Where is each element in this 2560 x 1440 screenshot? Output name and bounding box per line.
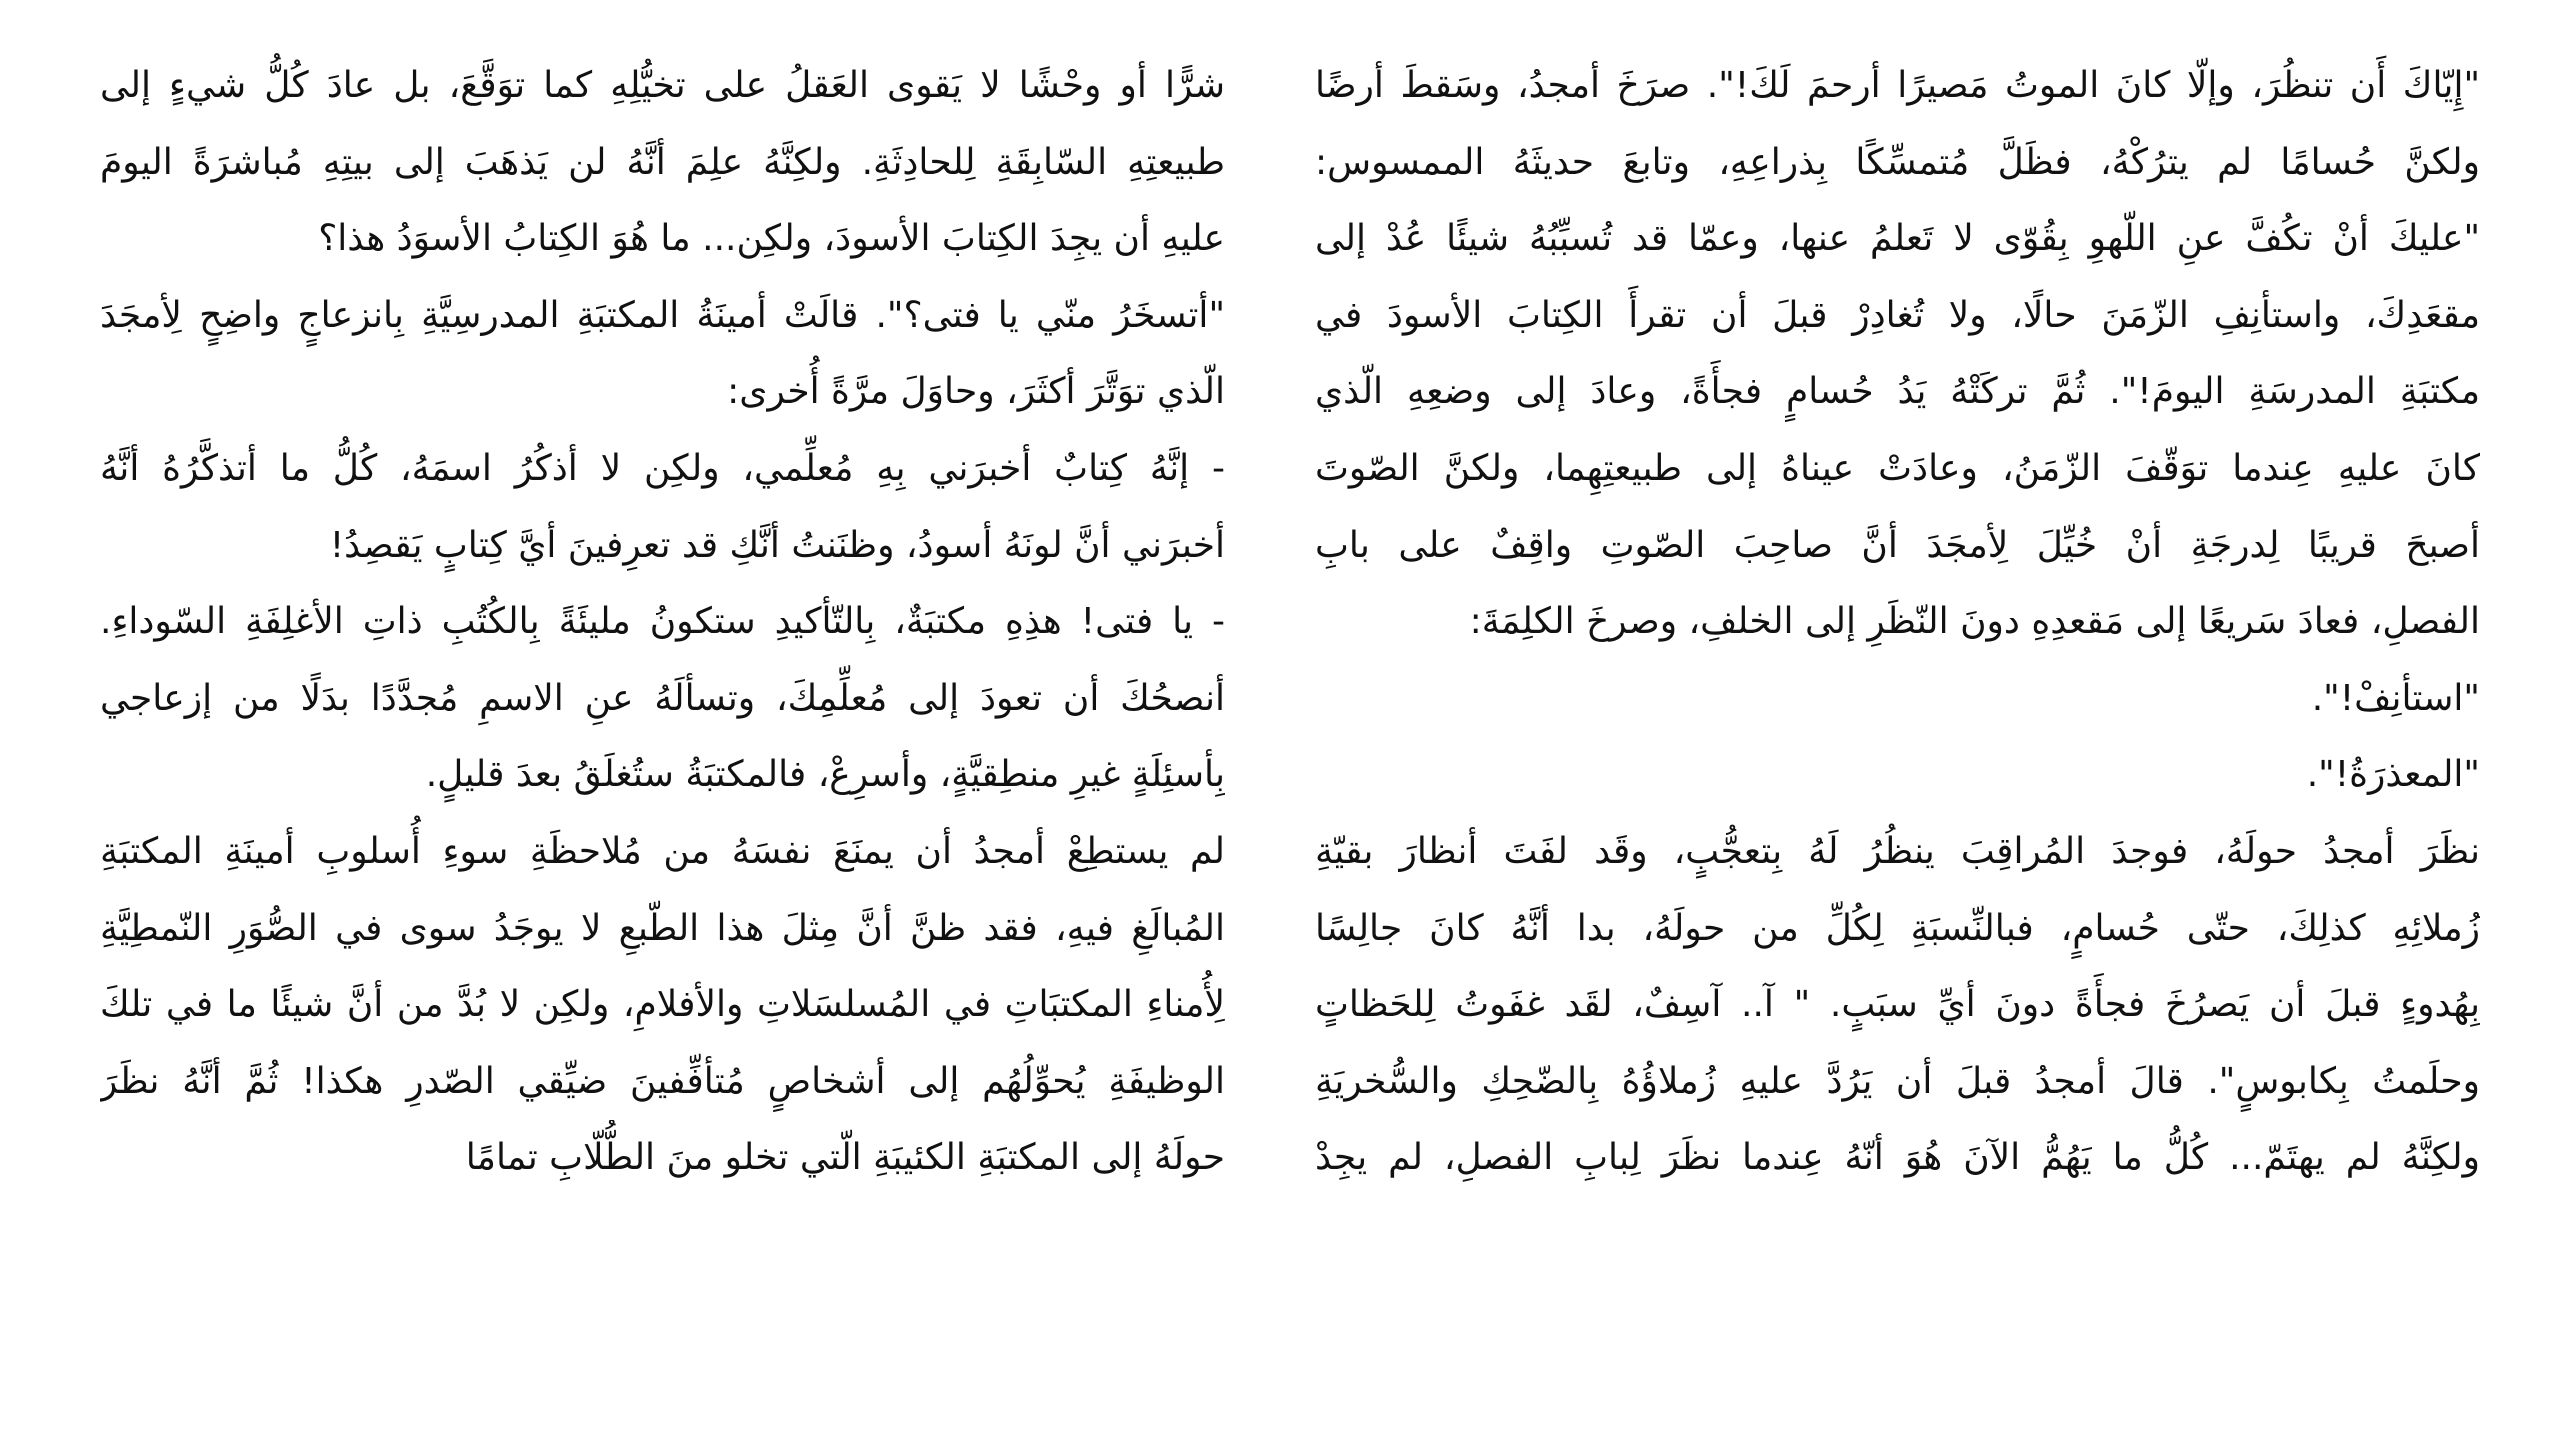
text-line: أصبحَ قريبًا لِدرجَةِ أنْ خُيِّلَ لِأمجَدَ أنَّ صاحِبَ الصّوتِ واقِفٌ على بابِ (1315, 524, 2480, 566)
text-line: أخبرَني أنَّ لونَهُ أسودُ، وظنَنتُ أنَّكِ قد تعرِفينَ أيَّ كِتابٍ يَقصِدُ! (329, 524, 1225, 566)
text-line: كانَ عليهِ عِندما توَقّفَ الزّمَنُ، وعادَتْ عيناهُ إلى طبيعتِهِما، ولكنَّ الصّوتَ (1315, 447, 2480, 489)
text-line: الّذي توَتَّرَ أكثَرَ، وحاوَلَ مرَّةً أُخرى: (727, 371, 1225, 413)
text-line: لم يستطِعْ أمجدُ أن يمنَعَ نفسَهُ من مُلاحظَةِ سوءِ أُسلوبِ أمينَةِ المكتبَةِ (100, 830, 1225, 872)
right-page-column (1270, 48, 2480, 1440)
text-line: - إنَّهُ كِتابٌ أخبرَني بِهِ مُعلِّمي، ولكِن لا أذكُرُ اسمَهُ، كُلُّ ما أتذكَّرُهُ أنَّهُ (100, 447, 1225, 489)
text-line: شرًّا أو وحْشًا لا يَقوى العَقلُ على تخيُّلِهِ كما توَقَّعَ، بل عادَ كُلُّ شيءٍ إلى (100, 65, 1225, 106)
text-line: "عليكَ أنْ تكُفَّ عنِ اللّهوِ بِقُوّى لا تَعلمُ عنها، وعمّا قد تُسبِّبُهُ شيئًا عُدْ إلى (1315, 218, 2480, 260)
text-line: "أتسخَرُ منّي يا فتى؟". قالَتْ أمينَةُ المكتبَةِ المدرسِيَّةِ بِانزعاجٍ واضِحٍ لِأمجَدَ (100, 294, 1225, 336)
text-line: طبيعتِهِ السّابِقَةِ لِلحادِثَةِ. ولكِنَّهُ علِمَ أنَّهُ لن يَذهَبَ إلى بيتِهِ مُباشرَةً اليومَ (100, 141, 1225, 183)
text-line: وحلَمتُ بِكابوسٍ". قالَ أمجدُ قبلَ أن يَرُدَّ عليهِ زُملاؤُهُ بِالضّحِكِ والسُّخريَةِ (1315, 1060, 2480, 1102)
text-line: نظَرَ أمجدُ حولَهُ، فوجدَ المُراقِبَ ينظُرُ لَهُ بِتعجُّبٍ، وقَد لفَتَ أنظارَ بقيّةِ (1315, 830, 2480, 872)
text-line: زُملائِهِ كذلِكَ، حتّى حُسامٍ، فبالنِّسبَةِ لِكُلِّ من حولَهُ، بدا أنَّهُ كانَ جالِسًا (1315, 907, 2480, 949)
text-line: بِأسئِلَةٍ غيرِ منطِقيَّةٍ، وأسرِعْ، فالمكتبَةُ ستُغلَقُ بعدَ قليلٍ. (425, 754, 1225, 796)
text-line: "استأنِفْ!". (2311, 677, 2480, 719)
text-line: عليهِ أن يجِدَ الكِتابَ الأسودَ، ولكِن... ما هُوَ الكِتابُ الأسوَدُ هذا؟ (318, 218, 1225, 260)
text-line: "المعذرَةُ!". (2306, 754, 2480, 796)
text-line: مقعَدِكَ، واستأنِفِ الزّمَنَ حالًا، ولا تُغادِرْ قبلَ أن تقرأَ الكِتابَ الأسودَ في (1315, 294, 2480, 336)
text-line: ولكنَّ حُسامًا لم يترُكْهُ، فظَلَّ مُتمسِّكًا بِذراعِهِ، وتابعَ حديثَهُ الممسوس: (1315, 141, 2480, 183)
text-line: الوظيفَةِ يُحوِّلُهُم إلى أشخاصٍ مُتأفِّفينَ ضيِّقي الصّدرِ هكذا! ثُمَّ أنَّهُ نظَرَ (100, 1060, 1225, 1102)
text-line: الفصلِ، فعادَ سَريعًا إلى مَقعدِهِ دونَ النّظَرِ إلى الخلفِ، وصرخَ الكلِمَةَ: (1469, 601, 2480, 643)
text-line: حولَهُ إلى المكتبَةِ الكئيبَةِ الّتي تخلو منَ الطُّلّابِ تمامًا (465, 1137, 1225, 1179)
left-page-column (100, 48, 1270, 1440)
text-line: المُبالَغِ فيهِ، فقد ظنَّ أنَّ مِثلَ هذا الطّبعِ لا يوجَدُ سوى في الصُّوَرِ النّمطِيَّةِ (100, 907, 1225, 949)
text-line: مكتبَةِ المدرسَةِ اليومَ!". ثُمَّ تركَتْهُ يَدُ حُسامٍ فجأَةً، وعادَ إلى وضعِهِ الّذي (1315, 371, 2480, 413)
text-line: لِأُمناءِ المكتبَاتِ في المُسلسَلاتِ والأفلامِ، ولكِن لا بُدَّ من أنَّ شيئًا ما في تلكَ (100, 984, 1225, 1026)
text-line: ولكِنَّهُ لم يهتَمّ... كُلُّ ما يَهُمُّ الآنَ هُوَ أنّهُ عِندما نظَرَ لِبابِ الفصلِ، لم يجِدْ (1315, 1137, 2480, 1179)
text-line: بِهُدوءٍ قبلَ أن يَصرُخَ فجأَةً دونَ أيِّ سبَبٍ. " آ.. آسِفٌ، لقَد غفَوتُ لِلحَظاتٍ (1315, 984, 2480, 1026)
text-line: - يا فتى! هذِهِ مكتبَةٌ، بِالتّأكيدِ ستكونُ مليئَةً بِالكُتُبِ ذاتِ الأغلِفَةِ السّوداءِ. (100, 601, 1225, 643)
text-line: أنصحُكَ أن تعودَ إلى مُعلِّمِكَ، وتسألَهُ عنِ الاسمِ مُجدَّدًا بدَلًا من إزعاجي (100, 677, 1225, 719)
text-line: "إِيّاكَ أَن تنظُرَ، وإلّا كانَ الموتُ مَصيرًا أرحمَ لَكَ!". صرَخَ أمجدُ، وسَقطَ أرضًا (1315, 65, 2480, 106)
